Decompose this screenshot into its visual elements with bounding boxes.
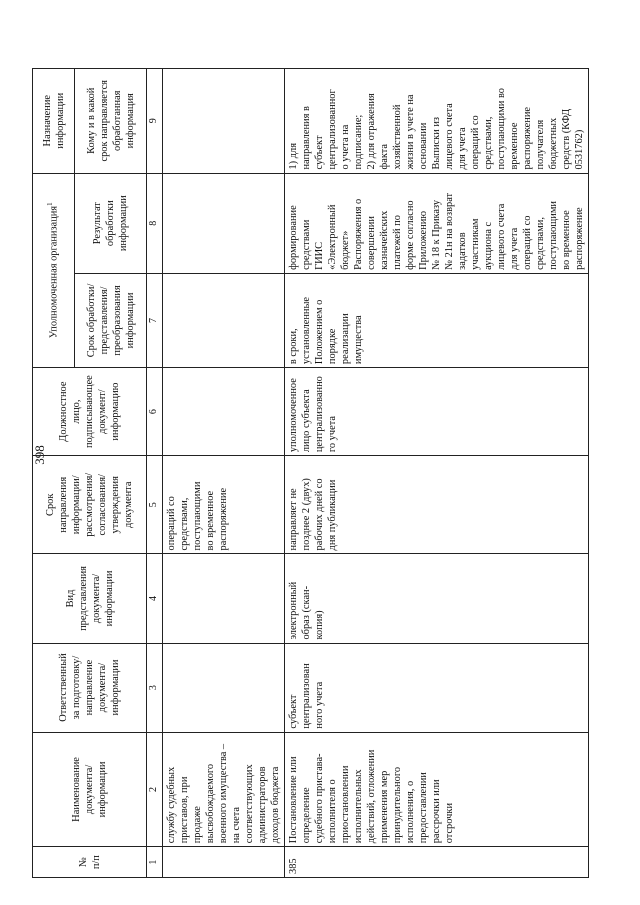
row-processing-result: формирование средствами ГИИС «Электронный бюджет» Распоряжения о совершении казначейских платежей по форме согласно Приложению № 18 к Приказу № 21н на возврат задатков участникам аукциона с лицевого счета для учета операций со средствами, поступающими во временное распоряжение bbox=[284, 173, 588, 273]
column-number: 7 bbox=[147, 273, 163, 367]
row-form bbox=[162, 554, 284, 643]
row-responsible bbox=[162, 643, 284, 732]
header-destination: Кому и в какой срок направляется обработанная информация bbox=[75, 69, 147, 174]
header-signer: Должностное лицо, подписывающее документ/ информацию bbox=[33, 368, 147, 456]
table-row bbox=[284, 69, 588, 878]
row-destination: 1) для направления в субъект централизованног о учета на подписание; 2) для отражения факта хозяйственной жизни в учете на основании Выписки из лицевого счета для учета операций со средствами, поступающими во временное распоряжение получателя бюджетных средств (КФД 0531762) bbox=[284, 69, 588, 174]
header-form: Вид представления документа/ информации bbox=[33, 554, 147, 643]
header-authorized-org bbox=[33, 173, 75, 368]
header-responsible: Ответственный за подготовку/ направление документа/ информации bbox=[33, 643, 147, 732]
header-info-purpose: Назначение информации bbox=[33, 69, 75, 174]
row-form: электронный образ (скан- копия) bbox=[284, 554, 588, 643]
row-document-name: службу судебных приставов, при продаже высвобождаемого военного имущества – на счета соответствующих администраторов доходов бюджета bbox=[162, 732, 284, 847]
page-number: 398 bbox=[32, 445, 47, 465]
row-number bbox=[162, 847, 284, 878]
column-number: 4 bbox=[147, 554, 163, 643]
column-number: 5 bbox=[147, 456, 163, 554]
header-authorized-org-label: Уполномоченная организация bbox=[48, 205, 60, 339]
header-deadline: Срок направления информации/ рассмотрения/ согласования/ утверждения документа bbox=[33, 456, 147, 554]
row-number: 385 bbox=[284, 847, 588, 878]
row-processing-term bbox=[162, 273, 284, 367]
column-number: 2 bbox=[147, 732, 163, 847]
header-document-name: Наименование документа/ информации bbox=[33, 732, 147, 847]
row-deadline: операций со средствами, поступающими во временное распоряжение bbox=[162, 456, 284, 554]
rotated-table-container bbox=[32, 68, 585, 878]
row-signer: уполномоченное лицо субъекта централизованно го учета bbox=[284, 368, 588, 456]
header-number: № п/п bbox=[33, 847, 147, 878]
header-footnote-mark: 1 bbox=[46, 202, 55, 206]
row-responsible: субъект централизован ного учета bbox=[284, 643, 588, 732]
column-number: 6 bbox=[147, 368, 163, 456]
header-processing-term: Срок обработки/ представления/ преобразования информации bbox=[75, 273, 147, 367]
column-number: 8 bbox=[147, 173, 163, 273]
column-number: 1 bbox=[147, 847, 163, 878]
row-processing-result bbox=[162, 173, 284, 273]
header-processing-result: Результат обработки информации bbox=[75, 173, 147, 273]
row-destination bbox=[162, 69, 284, 174]
row-processing-term: в сроки, установленные Положением о порядке реализации имущества bbox=[284, 273, 588, 367]
row-deadline: направляет не позднее 2 (двух) рабочих дней со дня публикации bbox=[284, 456, 588, 554]
column-number: 9 bbox=[147, 69, 163, 174]
row-signer bbox=[162, 368, 284, 456]
row-document-name: Постановление или определение судебного пристава- исполнителя о приостановлении исполнительных действий, отложении применения мер принудительного исполнения, о предоставлении рассрочки или отсрочки bbox=[284, 732, 588, 847]
document-table bbox=[32, 68, 589, 878]
column-number: 3 bbox=[147, 643, 163, 732]
table-row bbox=[162, 69, 284, 878]
